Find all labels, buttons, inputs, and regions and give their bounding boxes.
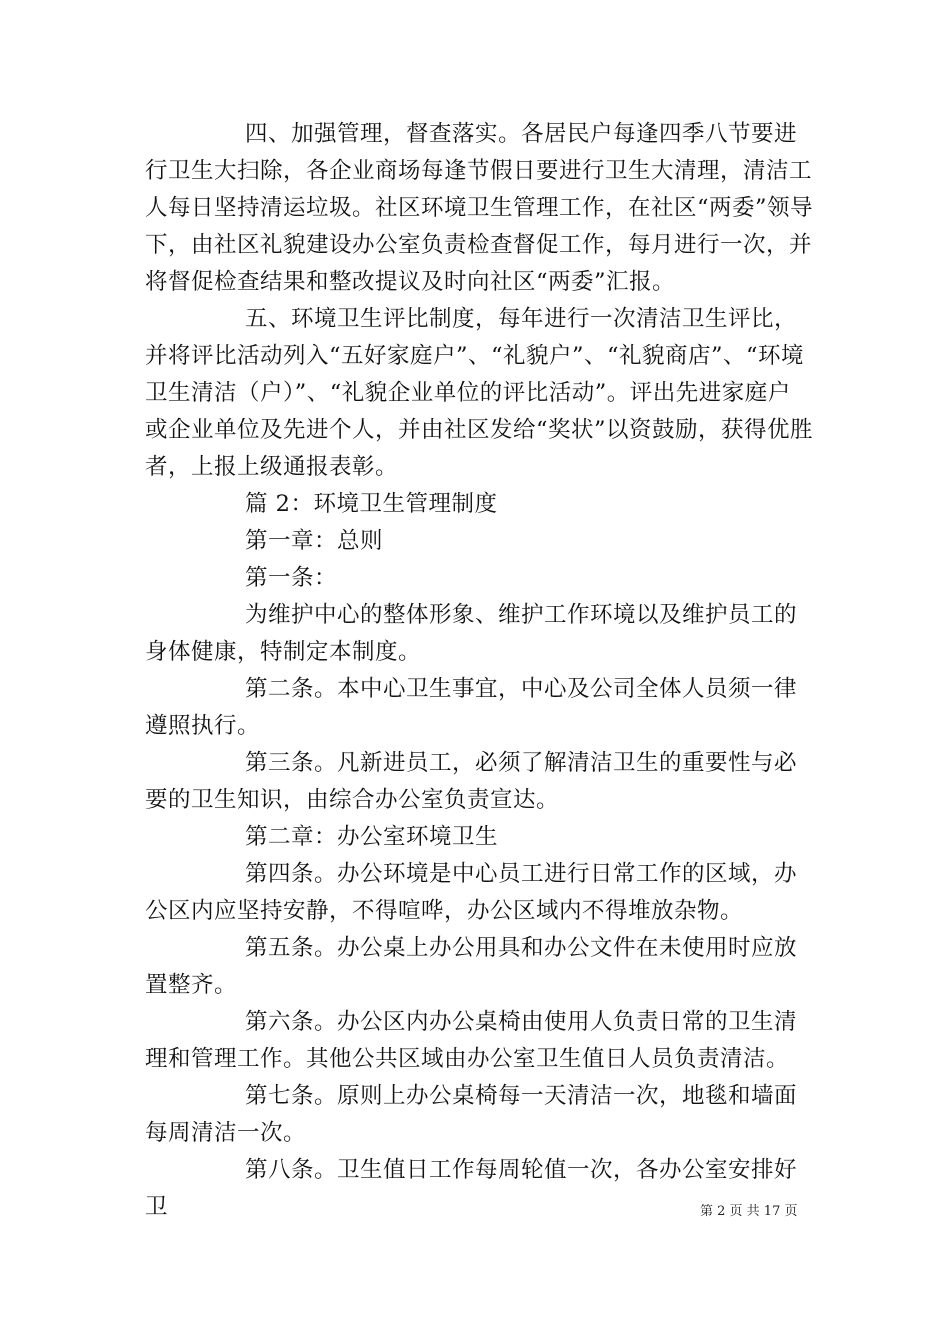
- paragraph-purpose: 为维护中心的整体形象、维护工作环境以及维护员工的身体健康，特制定本制度。: [145, 602, 798, 665]
- chapter-heading: 第二章：办公室环境卫生: [245, 824, 499, 850]
- document-body: [145, 116, 813, 1226]
- paragraph-article-6: 第六条。办公区内办公桌椅由使用人负责日常的卫生清理和管理工作。其他公共区域由办公室卫生值日人员负责清洁。: [145, 1009, 798, 1072]
- paragraph-evaluation-system: 五、环境卫生评比制度，每年进行一次清洁卫生评比，并将评比活动列入“五好家庭户”、“礼貌户”、“礼貌商店”、“环境卫生清洁（户）”、“礼貌企业单位的评比活动”。评出先进家庭户或企业单位及先进个人，并由社区发给“奖状”以资鼓励，获得优胜者，上报上级通报表彰。: [145, 306, 814, 480]
- page-number-footer: 第 2 页 共 17 页: [700, 1204, 798, 1219]
- article-heading: 第一条：: [245, 565, 338, 591]
- paragraph-article-5: 第五条。办公桌上办公用具和办公文件在未使用时应放置整齐。: [145, 935, 798, 998]
- paragraph-article-7: 第七条。原则上办公桌椅每一天清洁一次，地毯和墙面每周清洁一次。: [145, 1083, 798, 1146]
- chapter-heading: 第一章：总则: [245, 528, 384, 554]
- paragraph-article-3: 第三条。凡新进员工，必须了解清洁卫生的重要性与必要的卫生知识，由综合办公室负责宣达。: [145, 750, 798, 813]
- paragraph-strengthen-management: 四、加强管理，督查落实。各居民户每逢四季八节要进行卫生大扫除，各企业商场每逢节假日要进行卫生大清理，清洁工人每日坚持清运垃圾。社区环境卫生管理工作，在社区“两委”领导下，由社区礼貌建设办公室负责检查督促工作，每月进行一次，并将督促检查结果和整改提议及时向社区“两委”汇报。: [145, 121, 814, 295]
- paragraph-article-2: 第二条。本中心卫生事宜，中心及公司全体人员须一律遵照执行。: [145, 676, 798, 739]
- paragraph-article-4: 第四条。办公环境是中心员工进行日常工作的区域，办公区内应坚持安静，不得喧哗，办公区域内不得堆放杂物。: [145, 861, 798, 924]
- section-title: 篇 2：环境卫生管理制度: [245, 491, 498, 517]
- paragraph-article-8: 第八条。卫生值日工作每周轮值一次，各办公室安排好卫: [145, 1157, 798, 1220]
